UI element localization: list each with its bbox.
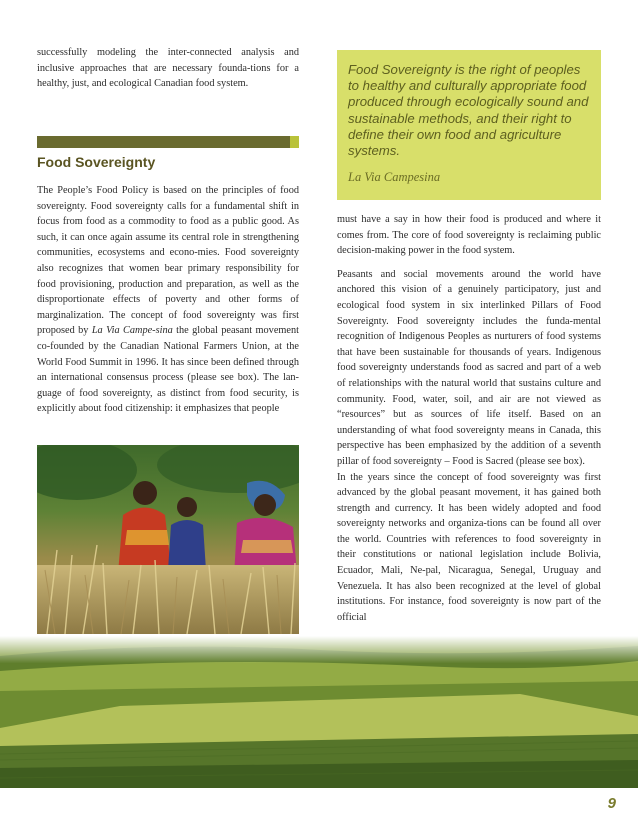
quote-attribution: La Via Campesina <box>348 170 441 185</box>
women-harvesting-photo <box>37 445 299 634</box>
section-title: Food Sovereignty <box>37 154 156 170</box>
farmland-landscape-photo <box>0 636 638 788</box>
right-paragraph-3: In the years since the concept of food sovereignty was first advanced by the global peasant movement, it has gained both strength and currency. It has been widely adopted and food sovereignty networks and organiza-tions can be found all over the world. Countries with references to food sovereignty in their constitutions or national legislation include Bolivia, Ecuador, Mali, Ne-pal, Nicaragua, Senegal, Uruguay and Venezuela. It has also been recognized at the level of global institutions. For instance, food sovereignty is now part of the official <box>337 471 601 623</box>
intro-text: successfully modeling the inter-connected analysis and inclusive approaches that are necessary founda-tions for a healthy, just, and ecological Canadian food system. <box>37 47 299 90</box>
organization-name: La Via Campe-sina <box>91 325 173 337</box>
left-body-paragraph <box>37 183 299 417</box>
heading-bar-accent <box>290 136 299 148</box>
body-text-a: The People’s Food Policy is based on the principles of food sovereignty. Food sovereignty calls for a fundamental shift in focus from food as a commodity to food as a public good. As such, it can once again assume its central role in strengthening communities, ecosystems and econo-mies. Food sovereignty also recognizes that women bear primary responsibility for food provisioning, production and preparation, as well as the disproportionate effects of poverty and other forms of marginalization. The concept of food sovereignty was first proposed by <box>37 185 299 337</box>
section-heading-bar <box>37 136 299 148</box>
quote-text: Food Sovereignty is the right of peoples to healthy and culturally appropriate food produced through ecologically sound and sustainable methods, and their right to define their own food and agriculture systems. <box>348 62 589 159</box>
left-intro-paragraph <box>37 45 299 92</box>
right-paragraph-2: Peasants and social movements around the world have anchored this vision of a genuinely participatory, just and ecological food system in six interlinked Pillars of Food Sovereignty. Food sovereignty includes the funda-mental recognition of Indigenous Peoples as nurturers of food systems that have been sustainable for thousands of years. Indigenous food sovereignty understands food as sacred and part of a web of relationships with the natural world that sustains culture and community. Food, water, soil, and air are not viewed as “resources” but as sources of life itself. Based on an understanding of what food sovereignty means in Canada, this perspective has been emphasized by the addition of a seventh pillar of food sovereignty – Food is Sacred (please see box). <box>337 268 601 467</box>
heading-bar-olive <box>37 136 290 148</box>
right-paragraph-1: must have a say in how their food is produced and where it comes from. The core of food sovereignty is reclaiming public decision-making power in the food system. <box>337 214 601 257</box>
body-text-b: the global peasant movement co-founded by the Canadian National Farmers Union, at the World Food Summit in 1996. It has since been defined through an international consensus process (please see box). The lan-guage of food sovereignty, as distinct from food security, is explicitly about food citizenship: it emphasizes that people <box>37 325 299 415</box>
right-body-column <box>337 212 601 625</box>
page-number: 9 <box>607 795 616 812</box>
left-body-text <box>37 183 299 417</box>
definition-quote-box <box>337 50 601 200</box>
